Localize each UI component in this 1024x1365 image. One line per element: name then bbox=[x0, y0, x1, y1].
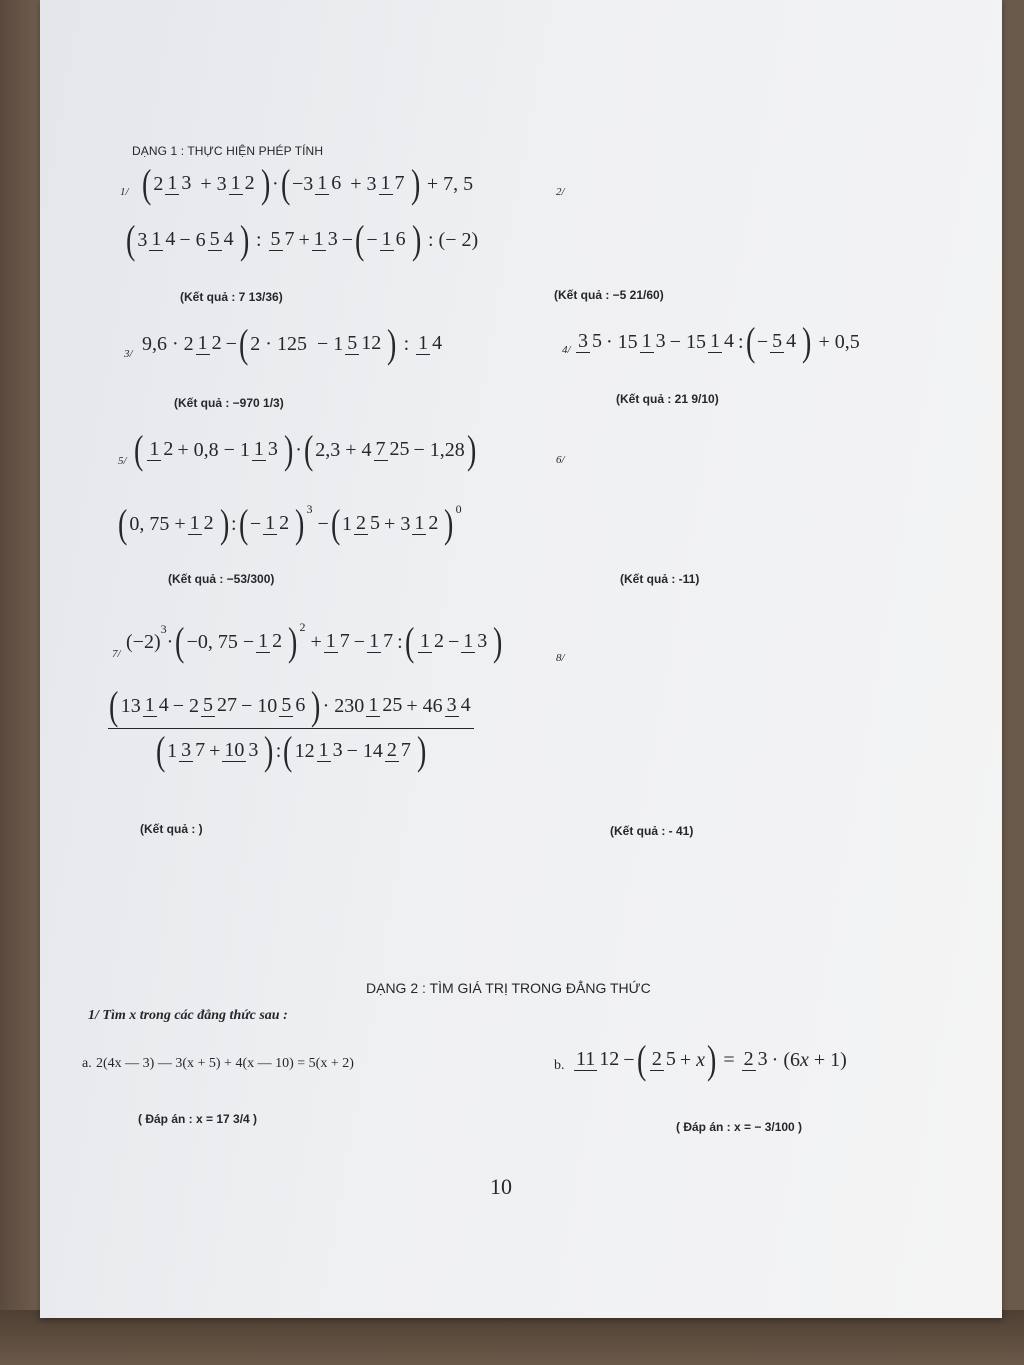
problem-3-number: 3/ bbox=[124, 348, 133, 360]
floor-background-bottom bbox=[0, 1310, 1024, 1365]
problem-7-number: 7/ bbox=[112, 648, 121, 660]
problem-4-number: 4/ bbox=[562, 344, 571, 356]
problem-7-result: (Kết quả : ) bbox=[140, 822, 203, 836]
page-number: 10 bbox=[490, 1174, 512, 1199]
problem-2-number: 2/ bbox=[556, 186, 565, 198]
problem-6-number: 6/ bbox=[556, 454, 565, 466]
section1-title: DẠNG 1 : THỰC HIỆN PHÉP TÍNH bbox=[132, 144, 324, 158]
problem-3-expression: 9,6 · 2 1 2 − ( 2 · 125 − 1 5 12 ) : 1 4 bbox=[142, 321, 443, 366]
problem-5-expression: ( 1 2 + 0,8 − 1 1 3 ) · ( 2,3 + 4 7 25 − 1,28 ) bbox=[133, 427, 477, 472]
eq-b-label: b. bbox=[554, 1058, 565, 1073]
problem-8-expression bbox=[108, 683, 474, 773]
section2-title: DẠNG 2 : TÌM GIÁ TRỊ TRONG ĐẲNG THỨC bbox=[366, 980, 651, 996]
section2-subtitle: 1/ Tìm x trong các đẳng thức sau : bbox=[88, 1008, 288, 1023]
problem-1-result: (Kết quả : 7 13/36) bbox=[180, 290, 283, 304]
eq-b-expression: 11 12 − ( 2 5 + x ) = 2 3 · (6x + 1) bbox=[576, 1037, 847, 1082]
problem-6-expression: ( 0, 75 + 1 2 ) : ( − 1 2 ) 3 − ( 1 2 5 + 3 1 2 ) 0 bbox=[117, 501, 462, 546]
problem-5-result: (Kết quả : −53/300) bbox=[168, 572, 275, 586]
problem-5-number: 5/ bbox=[118, 455, 127, 467]
problem-2-result: (Kết quả : −5 21/60) bbox=[554, 288, 664, 302]
problem-1-number: 1/ bbox=[120, 186, 129, 198]
problem-4-expression: 3 5 · 15 1 3 − 15 1 4 : ( − 5 4 ) + 0,5 bbox=[578, 319, 860, 364]
problem-4-result: (Kết quả : 21 9/10) bbox=[616, 392, 719, 406]
problem-1-expression-line1: ( 2 1 3 + 3 1 2 ) · ( −3 1 6 + 3 1 7 ) + 7, 5 bbox=[141, 161, 474, 206]
eq-a-expression: 2(4x — 3) — 3(x + 5) + 4(x — 10) = 5(x + 2) bbox=[96, 1056, 354, 1071]
eq-a-answer: ( Đáp án : x = 17 3/4 ) bbox=[138, 1112, 258, 1126]
problem-8-denominator: ( 1 3 7 + 10 3 ) : ( 12 1 3 − 14 2 7 ) bbox=[155, 728, 427, 773]
worksheet-page bbox=[40, 0, 1002, 1318]
problem-8-result: (Kết quả : - 41) bbox=[610, 824, 694, 838]
problem-8-numerator: ( 13 1 4 − 2 5 27 − 10 5 6 ) · 230 1 25 + 46 3 4 bbox=[109, 683, 471, 728]
problem-8-number: 8/ bbox=[556, 652, 565, 664]
problem-7-expression: (−2) 3 · ( −0, 75 − 1 2 ) 2 + 1 7 − 1 7 : ( 1 2 − 1 3 ) bbox=[126, 619, 503, 664]
problem-2-expression: ( 3 1 4 − 6 5 4 ) : 5 7 + 1 3 − ( − 1 6 ) : (− 2) bbox=[125, 217, 479, 262]
eq-b-answer: ( Đáp án : x = − 3/100 ) bbox=[676, 1120, 803, 1134]
problem-6-result: (Kết quả : -11) bbox=[620, 572, 700, 586]
eq-a-label: a. bbox=[82, 1056, 92, 1071]
problem-3-result: (Kết quả : −970 1/3) bbox=[174, 396, 284, 410]
